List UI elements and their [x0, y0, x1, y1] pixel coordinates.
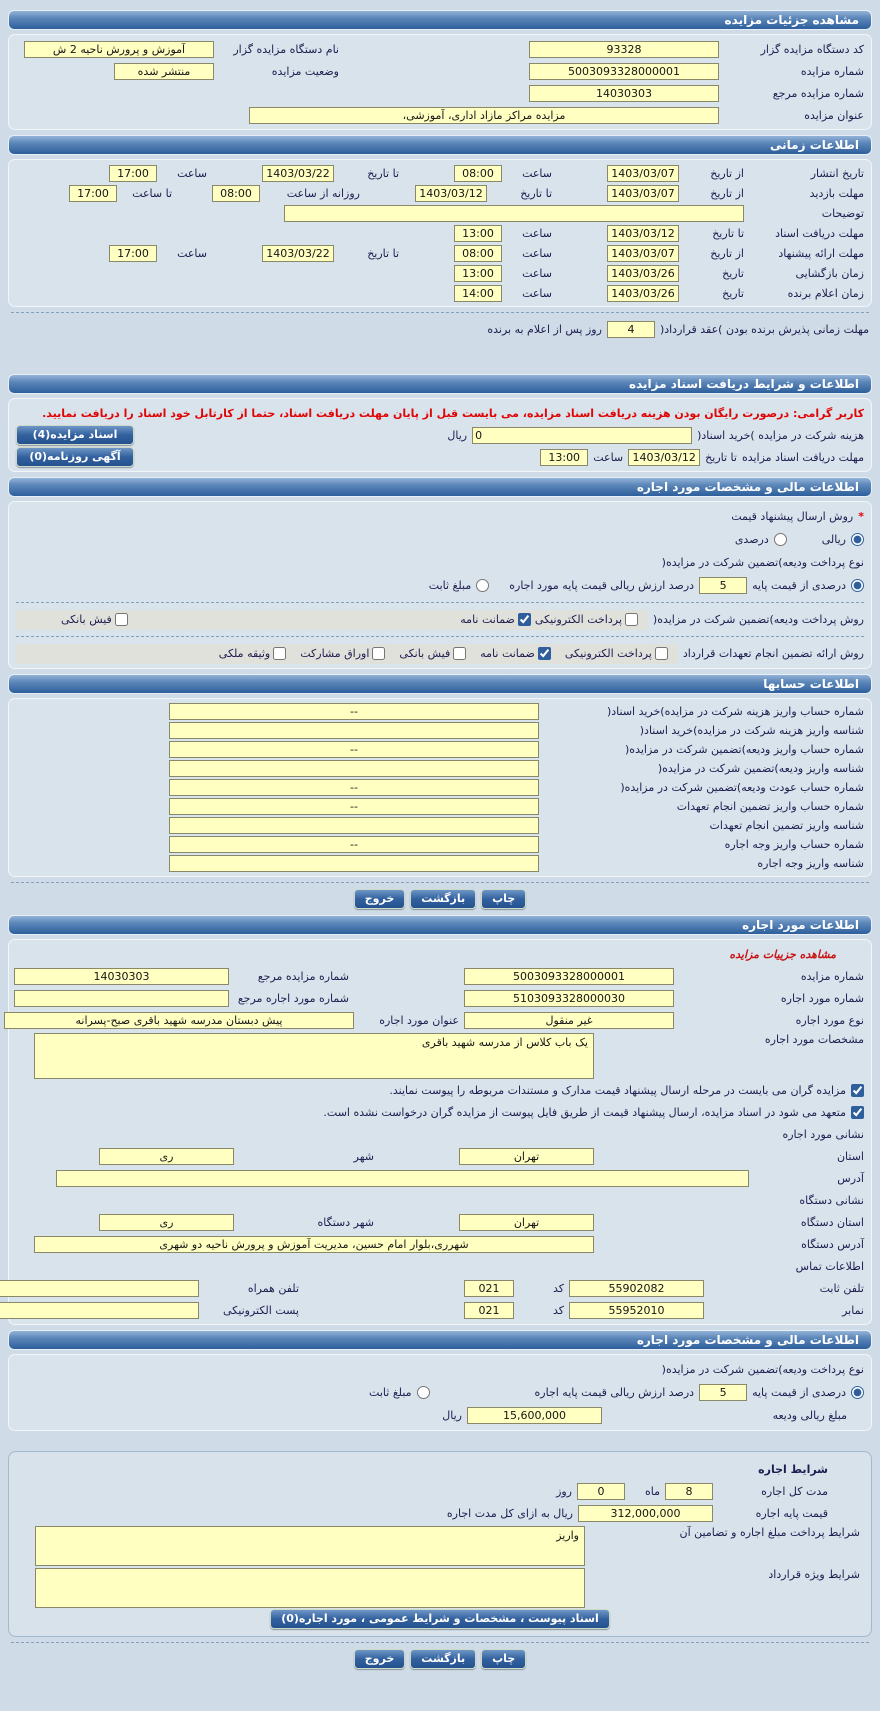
item-province-city-row	[13, 1145, 867, 1167]
opening-date-field[interactable]	[607, 265, 679, 282]
city-field[interactable]	[99, 1148, 234, 1165]
to-date-label: تا تاریخ	[520, 186, 552, 200]
obligation-method-strip	[16, 644, 678, 664]
account-row	[13, 778, 867, 797]
email-field[interactable]	[0, 1302, 199, 1319]
print-button[interactable]: چاپ	[481, 1649, 526, 1669]
announce-date-field[interactable]	[607, 285, 679, 302]
rental-item-number-row	[13, 987, 867, 1009]
back-button[interactable]: بازگشت	[410, 1649, 476, 1669]
send-method-label: روش ارسال پیشنهاد قیمت	[731, 510, 854, 523]
rental-item-number-label: شماره مورد اجاره	[780, 991, 864, 1005]
obligation-electronic-option[interactable]	[565, 647, 668, 660]
rental-item-reference-label: شماره مورد اجاره مرجع	[237, 991, 349, 1005]
notes-field[interactable]	[284, 205, 744, 222]
attachment-required-checkbox[interactable]	[851, 1084, 864, 1097]
area-code-label: کد	[552, 1303, 564, 1317]
hour-label: ساعت	[522, 166, 552, 180]
no-file-request-label: متعهد می شود در اسناد مزایده، ارسال پیشنهاد قیمت از طریق فایل پیوست از مزایده گران درخواست نشده است.	[323, 1105, 846, 1119]
timing-panel	[8, 159, 872, 307]
rental-specs-row	[13, 1031, 867, 1079]
agency-address-field[interactable]	[34, 1236, 594, 1253]
visit-daily-to-field[interactable]	[69, 185, 117, 202]
account-row	[13, 797, 867, 816]
duration-days-field[interactable]	[577, 1483, 625, 1500]
offer-deadline-row	[13, 243, 867, 263]
guarantee-letter-label: ضمانت نامه	[460, 613, 515, 626]
account-row	[13, 816, 867, 835]
agency-city-field[interactable]	[99, 1214, 234, 1231]
deposit-type-label-row	[13, 551, 867, 574]
account-row	[13, 854, 867, 873]
duration-months-field[interactable]	[665, 1483, 713, 1500]
from-date-label: از تاریخ	[710, 186, 744, 200]
account-row-field[interactable]	[169, 703, 539, 720]
rial-unit-label: ریال	[442, 1409, 462, 1422]
account-row-field[interactable]	[169, 779, 539, 796]
agency-address-label: آدرس دستگاه	[801, 1237, 864, 1251]
deposit-method-label: روش پرداخت ودیعه)تضمین شرکت در مزایده(	[652, 613, 864, 626]
account-row-label: شناسه واریز هزینه شرکت در مزایده)خرید اسناد(	[639, 724, 864, 737]
deposit-percent2-suffix: درصد ارزش ریالی قیمت پایه اجاره	[534, 1386, 695, 1399]
base-price-row	[17, 1502, 863, 1524]
hour-label: ساعت	[522, 246, 552, 260]
date-label: تاریخ	[722, 286, 744, 300]
obligation-bank-slip-checkbox[interactable]	[453, 647, 466, 660]
obligation-property-checkbox[interactable]	[273, 647, 286, 660]
fixed-amount2-label: مبلغ ثابت	[369, 1386, 412, 1399]
base-price-suffix: ریال به ازای کل مدت اجاره	[446, 1506, 573, 1520]
account-row-field[interactable]	[169, 722, 539, 739]
mobile-field[interactable]	[0, 1280, 199, 1297]
contact-title-row	[13, 1255, 867, 1277]
rental-specs-label: مشخصات مورد اجاره	[764, 1033, 864, 1046]
electronic-payment-option[interactable]	[535, 613, 638, 626]
bank-slip-label: فیش بانکی	[61, 613, 112, 626]
account-row-field[interactable]	[169, 798, 539, 815]
rental-item-number-field[interactable]	[464, 990, 674, 1007]
obligation-bonds-checkbox[interactable]	[372, 647, 385, 660]
dashed-divider	[11, 882, 869, 883]
doc-deadline-time-field[interactable]	[540, 449, 588, 466]
account-row	[13, 740, 867, 759]
visit-to-date-field[interactable]	[415, 185, 487, 202]
obligation-bonds-option[interactable]	[300, 647, 385, 660]
auction-number-row	[13, 60, 867, 82]
hour-label: ساعت	[177, 246, 207, 260]
receive-docs-deadline-row	[13, 223, 867, 243]
rental-duration-label: مدت کل اجاره	[761, 1484, 828, 1498]
daily-from-hour-label: روزانه از ساعت	[286, 186, 360, 200]
publish-from-time-field[interactable]	[454, 165, 502, 182]
exit-button[interactable]: خروج	[354, 889, 406, 909]
payment-terms-row	[17, 1524, 863, 1566]
guarantee-letter-option[interactable]	[460, 613, 531, 626]
deposit-type2-label: نوع پرداخت ودیعه)تضمین شرکت در مزایده(	[661, 1363, 864, 1376]
address-label: آدرس	[837, 1171, 864, 1185]
rental-terms-title-row	[17, 1458, 863, 1480]
rental-item-type-label: نوع مورد اجاره	[795, 1013, 864, 1027]
agency-name-field[interactable]	[24, 41, 214, 58]
obligation-method-row	[13, 642, 867, 665]
view-auction-details-row	[13, 943, 867, 965]
obligation-electronic-checkbox[interactable]	[655, 647, 668, 660]
agency-province-label: استان دستگاه	[800, 1215, 864, 1229]
section-bar-financial2: اطلاعات مالی و مشخصات مورد اجاره	[8, 1330, 872, 1350]
doc-fee-field[interactable]	[472, 427, 692, 444]
hour-label: ساعت	[593, 450, 624, 464]
account-row-label: شماره حساب واریز تضمین انجام تعهدات	[676, 800, 864, 813]
contact-title: اطلاعات تماس	[795, 1259, 864, 1273]
phone-label: تلفن ثابت	[819, 1281, 864, 1295]
agency-address-row	[13, 1233, 867, 1255]
daily-to-hour-label: تا ساعت	[132, 186, 172, 200]
obligation-method-label: روش ارائه تضمین انجام تعهدات قرارداد	[682, 647, 864, 660]
agency-row	[13, 38, 867, 60]
agency-code-field[interactable]	[529, 41, 719, 58]
newspaper-ad-button[interactable]: آگهی روزنامه(0)	[16, 447, 134, 467]
doc-deadline-row	[13, 446, 867, 468]
account-row-field[interactable]	[169, 836, 539, 853]
rental-auction-number-field[interactable]	[464, 968, 674, 985]
visit-daily-from-field[interactable]	[212, 185, 260, 202]
exit-button[interactable]: خروج	[354, 1649, 406, 1669]
base-price-label: قیمت پایه اجاره	[755, 1506, 828, 1520]
auction-number-label: شماره مزایده	[800, 64, 864, 78]
auction-status-label: وضعیت مزایده	[271, 64, 339, 78]
account-row	[13, 759, 867, 778]
agency-address-title-row	[13, 1189, 867, 1211]
item-address-row	[13, 1167, 867, 1189]
deposit-amount-row	[13, 1404, 867, 1427]
doc-deadline-date-field[interactable]	[628, 449, 700, 466]
agency-code-label: کد دستگاه مزایده گزار	[760, 42, 864, 56]
percent-of-base2-label: درصدی از قیمت پایه	[752, 1386, 846, 1399]
no-file-request-checkbox[interactable]	[851, 1106, 864, 1119]
offer-to-time-field[interactable]	[109, 245, 157, 262]
deposit-percent-field[interactable]	[699, 577, 747, 594]
no-file-request-row	[13, 1101, 867, 1123]
deposit-type-label: نوع پرداخت ودیعه)تضمین شرکت در مزایده(	[661, 556, 864, 569]
attachments-button[interactable]: اسناد پیوست ، مشخصات و شرایط عمومی ، مورد اجاره(0)	[270, 1609, 610, 1629]
publish-date-label: تاریخ انتشار	[810, 166, 864, 180]
email-label: پست الکترونیکی	[223, 1303, 299, 1317]
doc-fee-row	[13, 424, 867, 446]
fax-row	[13, 1299, 867, 1321]
offer-deadline-label: مهلت ارائه پیشنهاد	[778, 246, 864, 260]
rental-auction-number-label: شماره مزایده	[800, 969, 864, 983]
rial-option-radio[interactable]	[851, 533, 864, 546]
electronic-payment-checkbox[interactable]	[625, 613, 638, 626]
agency-city-label: شهر دستگاه	[317, 1215, 374, 1229]
section-bar-docs: اطلاعات و شرایط دریافت اسناد مزایده	[8, 374, 872, 394]
account-row-field[interactable]	[169, 855, 539, 872]
to-date-label: تا تاریخ	[367, 166, 399, 180]
address-field[interactable]	[56, 1170, 749, 1187]
auction-title-field[interactable]	[249, 107, 719, 124]
winner-acceptance-suffix: روز پس از اعلام به برنده	[487, 322, 602, 336]
rial-option-label: ریالی	[821, 533, 846, 546]
rental-panel	[8, 939, 872, 1325]
special-terms-textarea[interactable]	[35, 1568, 585, 1608]
dashed-divider	[11, 312, 869, 313]
hour-label: ساعت	[522, 286, 552, 300]
deposit-type2-label-row	[13, 1358, 867, 1381]
attachments-button-row	[17, 1608, 863, 1630]
announce-time-field[interactable]	[454, 285, 502, 302]
accounts-panel	[8, 698, 872, 877]
auction-title-row	[13, 104, 867, 126]
account-row-label: شماره حساب عودت ودیعه)تضمین شرکت در مزایده(	[620, 781, 864, 794]
visit-deadline-row	[13, 183, 867, 203]
deposit-percent2-field[interactable]	[699, 1384, 747, 1401]
winner-acceptance-days-field[interactable]	[607, 321, 655, 338]
visit-deadline-label: مهلت بازدید	[809, 186, 864, 200]
publish-date-row	[13, 163, 867, 183]
account-row	[13, 721, 867, 740]
from-date-label: از تاریخ	[710, 246, 744, 260]
special-terms-label: شرایط ویژه قرارداد	[768, 1568, 860, 1581]
doc-fee-label: هزینه شرکت در مزایده )خرید اسناد(	[697, 428, 864, 442]
rental-specs-textarea[interactable]	[34, 1033, 594, 1079]
agency-name-label: نام دستگاه مزایده گزار	[233, 42, 339, 56]
province-label: استان	[836, 1149, 864, 1163]
rental-duration-row	[17, 1480, 863, 1502]
obligation-electronic-label: پرداخت الکترونیکی	[564, 647, 652, 660]
to-date-label: تا تاریخ	[705, 450, 737, 464]
percent-option-label: درصدی	[734, 533, 769, 546]
rental-reference-number-field[interactable]	[14, 968, 229, 985]
winner-announce-label: زمان اعلام برنده	[787, 286, 864, 300]
docs-warning-row	[13, 402, 867, 424]
obligation-guarantee-label: ضمانت نامه	[480, 647, 535, 660]
opening-time-row	[13, 263, 867, 283]
opening-time-label: زمان بازگشایی	[795, 266, 864, 280]
account-row-field[interactable]	[169, 741, 539, 758]
deposit-percent-suffix: درصد ارزش ریالی قیمت پایه مورد اجاره	[509, 579, 695, 592]
action-buttons-row	[8, 888, 872, 910]
publish-to-date-field[interactable]	[262, 165, 334, 182]
section-bar-financial: اطلاعات مالی و مشخصات مورد اجاره	[8, 477, 872, 497]
obligation-guarantee-option[interactable]	[480, 647, 551, 660]
base-price-field[interactable]	[578, 1505, 713, 1522]
day-unit-label: روز	[556, 1484, 572, 1498]
account-row-label: شناسه واریز ودیعه)تضمین شرکت در مزایده(	[657, 762, 864, 775]
opening-time-field[interactable]	[454, 265, 502, 282]
winner-acceptance-row	[8, 318, 872, 340]
dashed-divider	[16, 636, 864, 637]
rental-item-type-field[interactable]	[464, 1012, 674, 1029]
fax-label: نمابر	[842, 1303, 864, 1317]
visit-from-date-field[interactable]	[607, 185, 679, 202]
guarantee-letter-checkbox[interactable]	[518, 613, 531, 626]
bank-slip-option[interactable]	[61, 613, 128, 626]
send-method-label-row	[13, 505, 867, 528]
send-method-options-row	[13, 528, 867, 551]
deposit-amount-label: مبلغ ریالی ودیعه	[772, 1409, 847, 1422]
section-bar-timing: اطلاعات زمانی	[8, 135, 872, 155]
doc-deadline-label: مهلت دریافت اسناد مزایده	[741, 450, 864, 464]
bank-slip-checkbox[interactable]	[115, 613, 128, 626]
item-address-title-row	[13, 1123, 867, 1145]
payment-terms-label: شرایط پرداخت مبلغ اجاره و تضامین آن	[679, 1526, 860, 1539]
obligation-bank-slip-option[interactable]	[399, 647, 466, 660]
fax-field[interactable]	[569, 1302, 704, 1319]
percent-of-base-radio[interactable]	[851, 579, 864, 592]
rental-terms-box	[8, 1451, 872, 1637]
rental-auction-number-row	[13, 965, 867, 987]
attachment-required-row	[13, 1079, 867, 1101]
required-asterisk: *	[858, 510, 864, 523]
obligation-property-label: وثیقه ملکی	[218, 647, 271, 660]
account-row-label: شناسه واریز وجه اجاره	[757, 857, 864, 870]
publish-from-date-field[interactable]	[607, 165, 679, 182]
reference-number-row	[13, 82, 867, 104]
general-info-panel	[8, 34, 872, 130]
auction-docs-button[interactable]: اسناد مزایده(4)	[16, 425, 134, 445]
deposit-method-row	[13, 608, 867, 631]
phone-field[interactable]	[569, 1280, 704, 1297]
percent-of-base2-radio[interactable]	[851, 1386, 864, 1399]
auction-status-field[interactable]	[114, 63, 214, 80]
financial2-panel	[8, 1354, 872, 1431]
to-date-label: تا تاریخ	[367, 246, 399, 260]
rental-item-title-label: عنوان مورد اجاره	[379, 1013, 459, 1027]
rental-item-reference-field[interactable]	[14, 990, 229, 1007]
fixed-amount2-radio[interactable]	[417, 1386, 430, 1399]
special-terms-row	[17, 1566, 863, 1608]
receive-docs-deadline-label: مهلت دریافت اسناد	[775, 226, 864, 240]
deposit-type2-options-row	[13, 1381, 867, 1404]
rental-reference-number-label: شماره مزایده مرجع	[257, 969, 349, 983]
obligation-guarantee-checkbox[interactable]	[538, 647, 551, 660]
account-row-label: شماره حساب واریز هزینه شرکت در مزایده)خرید اسناد(	[606, 705, 864, 718]
back-button[interactable]: بازگشت	[410, 889, 476, 909]
deposit-method-strip	[16, 610, 648, 630]
auction-number-field[interactable]	[529, 63, 719, 80]
item-address-title: نشانی مورد اجاره	[782, 1127, 864, 1141]
reference-number-field[interactable]	[529, 85, 719, 102]
fixed-amount-radio[interactable]	[476, 579, 489, 592]
bottom-action-buttons-row	[8, 1648, 872, 1670]
financial-panel	[8, 501, 872, 669]
obligation-property-option[interactable]	[219, 647, 286, 660]
docs-panel	[8, 398, 872, 472]
month-unit-label: ماه	[644, 1484, 660, 1498]
hour-label: ساعت	[177, 166, 207, 180]
rental-item-title-field[interactable]	[4, 1012, 354, 1029]
phone-code-field[interactable]	[464, 1280, 514, 1297]
section-bar-details: مشاهده جزئیات مزایده	[8, 10, 872, 30]
notes-label: توضیحات	[821, 206, 864, 220]
mobile-label: تلفن همراه	[247, 1281, 299, 1295]
fax-code-field[interactable]	[464, 1302, 514, 1319]
date-label: تاریخ	[722, 266, 744, 280]
province-field[interactable]	[459, 1148, 594, 1165]
receive-to-date-field[interactable]	[607, 225, 679, 242]
deposit-type-options-row	[13, 574, 867, 597]
publish-to-time-field[interactable]	[109, 165, 157, 182]
agency-province-city-row	[13, 1211, 867, 1233]
account-row	[13, 835, 867, 854]
winner-acceptance-label: مهلت زمانی پذیرش برنده بودن )عقد قرارداد(	[659, 322, 869, 336]
phone-row	[13, 1277, 867, 1299]
notes-row	[13, 203, 867, 223]
fixed-amount-label: مبلغ ثابت	[428, 579, 472, 592]
deposit-amount-field[interactable]	[467, 1407, 602, 1424]
account-row	[13, 702, 867, 721]
electronic-payment-label: پرداخت الکترونیکی	[534, 613, 622, 626]
percent-option-radio[interactable]	[774, 533, 787, 546]
payment-terms-textarea[interactable]	[35, 1526, 585, 1566]
offer-from-date-field[interactable]	[607, 245, 679, 262]
obligation-bank-slip-label: فیش بانکی	[399, 647, 451, 660]
area-code-label: کد	[552, 1281, 564, 1295]
account-row-field[interactable]	[169, 817, 539, 834]
rial-unit-label: ریال	[447, 428, 468, 442]
rental-terms-title: شرایط اجاره	[758, 1462, 828, 1476]
agency-province-field[interactable]	[459, 1214, 594, 1231]
rental-item-type-row	[13, 1009, 867, 1031]
attachment-required-label: مزایده گران می بایست در مرحله ارسال پیشنهاد قیمت مدارک و مستندات مربوطه را پیوست نمایند.	[389, 1083, 846, 1097]
percent-of-base-label: درصدی از قیمت پایه	[752, 579, 846, 592]
print-button[interactable]: چاپ	[481, 889, 526, 909]
account-row-field[interactable]	[169, 760, 539, 777]
section-bar-accounts: اطلاعات حسابها	[8, 674, 872, 694]
dashed-divider	[16, 602, 864, 603]
account-row-label: شماره حساب واریز ودیعه)تضمین شرکت در مزایده(	[625, 743, 864, 756]
to-date-label: تا تاریخ	[712, 226, 744, 240]
account-row-label: شناسه واریز تضمین انجام تعهدات	[709, 819, 864, 832]
section-bar-rental: اطلاعات مورد اجاره	[8, 915, 872, 935]
view-auction-details-link[interactable]: مشاهده جزییات مزایده	[729, 947, 836, 961]
city-label: شهر	[353, 1149, 374, 1163]
winner-announce-row	[13, 283, 867, 303]
obligation-bonds-label: اوراق مشارکت	[300, 647, 370, 660]
agency-address-title: نشانی دستگاه	[799, 1193, 864, 1207]
from-date-label: از تاریخ	[710, 166, 744, 180]
offer-to-date-field[interactable]	[262, 245, 334, 262]
dashed-divider	[11, 1642, 869, 1643]
reference-number-label: شماره مزایده مرجع	[772, 86, 864, 100]
hour-label: ساعت	[522, 226, 552, 240]
offer-from-time-field[interactable]	[454, 245, 502, 262]
auction-title-label: عنوان مزایده	[804, 108, 864, 122]
receive-time-field[interactable]	[454, 225, 502, 242]
docs-warning-text: کاربر گرامی: درصورت رایگان بودن هزینه دریافت اسناد مزایده، می بایست قبل از پایان مهلت دریافت اسناد، حتما از کارتابل خود اسناد را دریافت نمایید.	[42, 406, 864, 420]
hour-label: ساعت	[522, 266, 552, 280]
account-row-label: شماره حساب واریز وجه اجاره	[724, 838, 864, 851]
